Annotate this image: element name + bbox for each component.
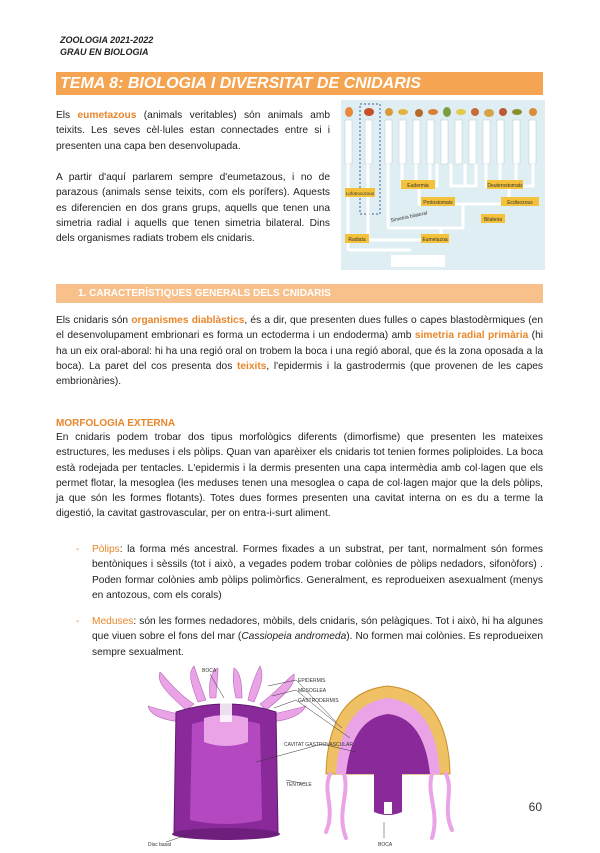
label-eudermia: Eudermia [407,183,429,189]
course-label: ZOOLOGIA 2021-2022 [60,35,154,45]
page-number: 60 [528,800,542,814]
label-tentacle: TENTACLE [286,782,312,788]
term-simetria-radial: simetria radial primària [414,330,529,342]
label-boca-top: BOCA [202,668,217,674]
polyp-medusa-svg [146,662,476,848]
label-disc-basal: Disc basal [148,842,172,848]
morfologia-paragraph: En cnidaris podem trobar dos tipus morfològics diferents (dimorfisme) que presenten les mateixes estructures, les meduses i els pòlips. Quan van aparèixer els cnidaris tot tenien formes poliploides. La boca està rodejada per tentacles. L'epidermis i la dermis presenten una capa intermèdia amb col·lagen que els permet flotar, la mesoglea (les meduses tenen una mesoglea o capa de col·lagen major que la dels pòlips, ja que són les formes flotants). Totes dues formes presenten una cavitat interna on es du a terme la digestió, la cavitat gastrovascular, per on entra-i-surt aliment. [56,432,543,520]
label-lofotrocozous: Lofotrocozous [345,191,375,196]
bullet-meduses: - Meduses: són les formes nedadores, mòbils, dels cnidaris, són pelàgiques. Tot i això, hi ha algunes que viuen sobre el fons del mar (Cassiopeia andromeda). No formen mai colònies. Es reprodueixen sempre sexualment. [76,616,543,658]
term-teixits: teixits [236,360,267,372]
degree-label: GRAU EN BIOLOGIA [60,47,149,57]
label-gastrodermis: GASTRODERMIS [298,698,339,704]
label-deuterostomats: Deuterostomats [487,183,523,189]
bullet-marker: - [76,616,80,627]
intro-paragraph-1: Els eumetazous (animals veritables) són animals amb teixits. Les seves cèl·lules estan connectades entre si i presenten una capa ben desenvolupada. [56,110,330,152]
section-1-title: CARACTERÍSTIQUES GENERALS DELS CNIDARIS [89,288,331,299]
polyp-illustration [148,666,306,840]
term-polips: Pòlips [92,544,120,555]
label-eumetazoa: Eumetazoa [422,237,448,243]
section-1-number: 1. [78,288,87,299]
term-meduses: Meduses [92,616,134,627]
general-paragraph: Els cnidaris són organismes diablàstics, és a dir, que presenten dues fulles o capes blastodèrmiques (en el desenvolupament embrionari es forma un ectoderma i un endoderma) amb simetria radial primària (hi ha un eix oral-aboral: hi ha una regió oral on trobem la boca i una regió aboral, que és la zona oposada a la boca). La paret del cos presenta dos teixits, l'epidermis i la gastrodermis (que provenen de les capes embrionàries). [56,315,544,388]
phylogeny-tree-svg [341,100,545,270]
morfologia-heading: MORFOLOGIA EXTERNA [56,418,176,429]
bullet-marker: - [76,544,80,555]
bullet-polips: - Pòlips: la forma més ancestral. Formes fixades a un substrat, per tant, normalment són formes bentòniques i sèssils (tot i això, a vegades podem trobar colònies de pòlips nedadors, sifonòfors) . Poden formar colònies amb pòlips polimòrfics. Generalment, es reprodueixen asexualment (menys en antozous, com els corals) [76,544,543,601]
term-eumetazous: eumetazous [77,110,137,121]
page-title: TEMA 8: BIOLOGIA I DIVERSITAT DE CNIDARIS [56,72,543,95]
label-mesoglea: MESOGLEA [298,688,327,694]
species-name: Cassiopeia andromeda [241,631,347,643]
intro-paragraph-2: A partir d'aquí parlarem sempre d'eumetazous, i no de parazous (animals sense teixits, com els porífers). Aquests es diferencien en dos grans grups, aquells que tenen una simetria radial i aquells que tenen simetria bilateral. Dins dels organismes radiats trobem els cnidaris. [56,172,330,245]
label-radiata: Radiata [348,237,366,243]
label-bilateria: Bilateria [483,217,503,223]
label-ecdisozous: Ecdisozous [507,200,533,206]
label-cavitat: CAVITAT GASTROVASCULAR [284,742,353,748]
term-diablastics: organismes diablàstics [131,315,245,326]
label-boca-bottom: BOCA [378,842,393,848]
label-epidermis: EPIDERMIS [298,678,326,684]
label-protostomats: Protostomats [423,200,453,206]
document-header [60,34,153,58]
section-1-heading [56,284,543,303]
label-simetria-bilateral: Simetria bilateral [390,210,428,224]
phylogeny-figure [341,100,545,270]
medusa-illustration [326,686,452,838]
polyp-medusa-figure [146,662,476,848]
